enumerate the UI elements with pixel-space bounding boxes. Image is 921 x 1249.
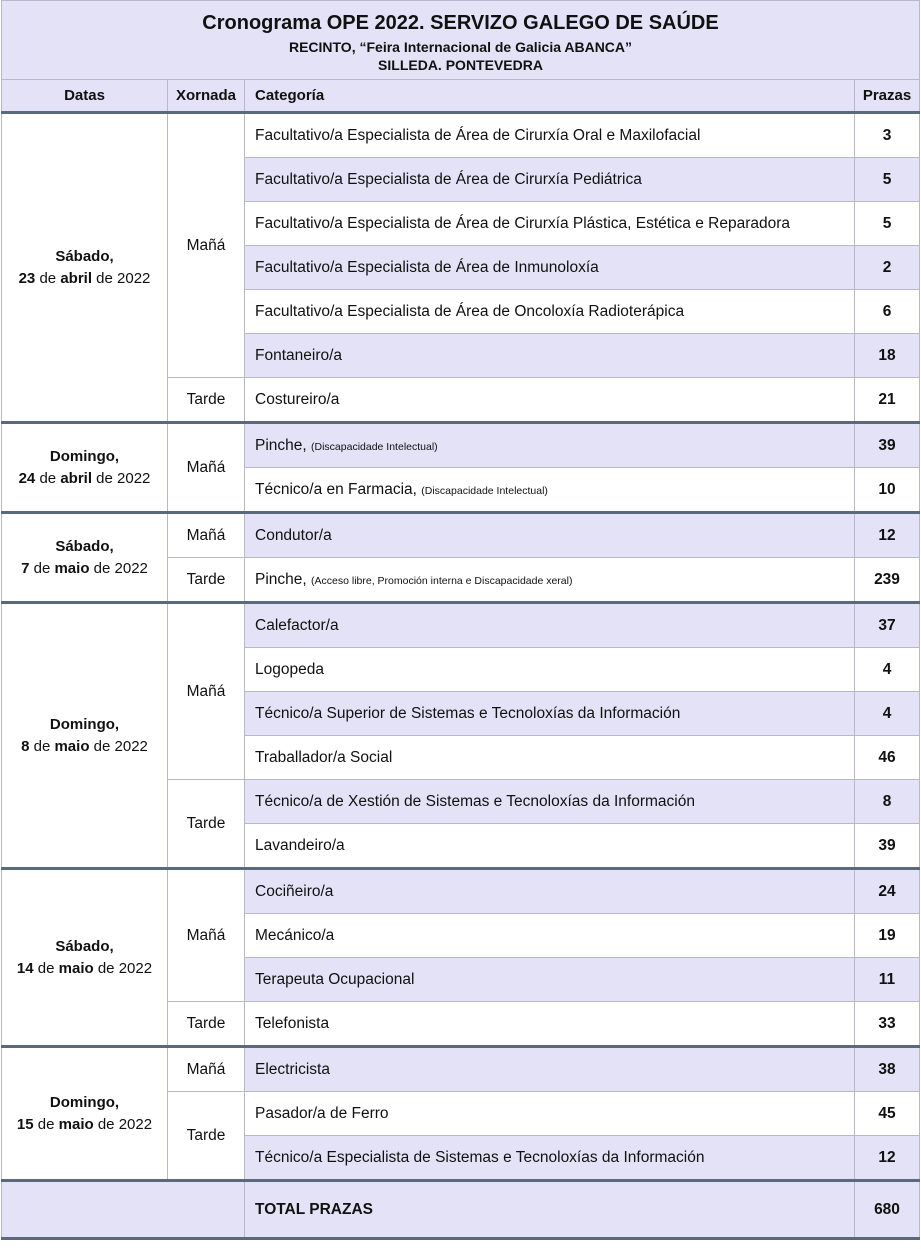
table-row	[2, 869, 920, 914]
day-number: 8	[21, 737, 30, 755]
date-connector: de	[96, 269, 113, 287]
date-connector: de	[33, 559, 51, 577]
date-cell	[2, 869, 168, 1047]
shift-cell: Mañá	[168, 869, 245, 1002]
category-cell	[245, 1047, 855, 1092]
category-cell	[245, 558, 855, 603]
category-name: Facultativo/a Especialista de Área de Cirurxía Oral e Maxilofacial	[255, 126, 701, 144]
category-name: Técnico/a de Xestión de Sistemas e Tecnoloxías da Información	[255, 792, 695, 810]
seats-cell: 12	[855, 513, 920, 558]
date-connector: de	[93, 737, 111, 755]
category-cell	[245, 736, 855, 780]
column-header-shift: Xornada	[168, 80, 245, 113]
shift-cell: Mañá	[168, 1047, 245, 1092]
shift-cell: Tarde	[168, 558, 245, 603]
month: maio	[54, 559, 90, 577]
total-spacer	[2, 1181, 245, 1239]
document-title: Cronograma OPE 2022. SERVIZO GALEGO DE SAÚDE	[2, 1, 920, 38]
seats-cell: 3	[855, 113, 920, 158]
venue-subtitle: RECINTO, “Feira Internacional de Galicia ABANCA”	[2, 37, 920, 57]
year: 2022	[118, 959, 153, 977]
category-cell	[245, 1136, 855, 1181]
seats-cell: 46	[855, 736, 920, 780]
category-cell	[245, 648, 855, 692]
shift-cell: Tarde	[168, 378, 245, 423]
category-name: Técnico/a Especialista de Sistemas e Tecnoloxías da Información	[255, 1148, 705, 1166]
month: maio	[58, 1115, 94, 1133]
column-header-row	[2, 80, 920, 113]
date-connector: de	[39, 469, 57, 487]
weekday: Domingo,	[49, 447, 120, 465]
category-name: Mecánico/a	[255, 926, 335, 944]
date-connector: de	[93, 559, 111, 577]
table-row	[2, 513, 920, 558]
seats-cell: 5	[855, 158, 920, 202]
category-name: Facultativo/a Especialista de Área de Cirurxía Pediátrica	[255, 170, 642, 188]
shift-cell: Mañá	[168, 113, 245, 378]
category-cell	[245, 378, 855, 423]
category-name: Cociñeiro/a	[255, 882, 334, 900]
shift-cell: Mañá	[168, 603, 245, 780]
seats-cell: 33	[855, 1002, 920, 1047]
shift-cell: Tarde	[168, 1002, 245, 1047]
date-connector: de	[33, 737, 51, 755]
category-cell	[245, 692, 855, 736]
seats-cell: 18	[855, 334, 920, 378]
seats-cell: 19	[855, 914, 920, 958]
category-name: Facultativo/a Especialista de Área de Inmunoloxía	[255, 258, 599, 276]
month: abril	[60, 469, 92, 487]
category-name: Facultativo/a Especialista de Área de Oncoloxía Radioterápica	[255, 302, 685, 320]
weekday: Sábado,	[55, 937, 114, 955]
category-name: Traballador/a Social	[255, 748, 393, 766]
date-connector: de	[97, 1115, 115, 1133]
category-cell	[245, 468, 855, 513]
column-header-date: Datas	[2, 80, 168, 113]
seats-cell: 5	[855, 202, 920, 246]
category-cell	[245, 113, 855, 158]
column-header-seats: Prazas	[855, 80, 920, 113]
year: 2022	[114, 559, 148, 577]
day-number: 14	[16, 959, 34, 977]
shift-cell: Mañá	[168, 423, 245, 513]
category-name: Lavandeiro/a	[255, 836, 345, 854]
table-row	[2, 603, 920, 648]
seats-cell: 45	[855, 1092, 920, 1136]
date-connector: de	[96, 469, 113, 487]
category-cell	[245, 914, 855, 958]
category-name: Terapeuta Ocupacional	[255, 970, 415, 988]
table-row	[2, 1047, 920, 1092]
category-cell	[245, 246, 855, 290]
category-name: Técnico/a en Farmacia,	[255, 480, 422, 498]
category-cell	[245, 1092, 855, 1136]
category-cell	[245, 958, 855, 1002]
date-cell	[2, 113, 168, 423]
category-cell	[245, 334, 855, 378]
total-row	[2, 1181, 920, 1239]
category-name: Pinche,	[255, 436, 312, 454]
year: 2022	[117, 469, 151, 487]
seats-cell: 10	[855, 468, 920, 513]
total-label: TOTAL PRAZAS	[245, 1181, 855, 1239]
date-connector: de	[37, 959, 55, 977]
seats-cell: 8	[855, 780, 920, 824]
seats-cell: 11	[855, 958, 920, 1002]
year: 2022	[118, 1115, 153, 1133]
seats-cell: 38	[855, 1047, 920, 1092]
category-name: Condutor/a	[255, 526, 332, 544]
weekday: Sábado,	[55, 537, 114, 555]
year: 2022	[117, 269, 151, 287]
category-cell	[245, 824, 855, 869]
category-cell	[245, 1002, 855, 1047]
shift-cell: Mañá	[168, 513, 245, 558]
day-number: 23	[18, 269, 36, 287]
category-cell	[245, 423, 855, 468]
category-name: Electricista	[255, 1060, 330, 1078]
category-name: Pasador/a de Ferro	[255, 1104, 389, 1122]
weekday: Domingo,	[49, 1093, 120, 1111]
seats-cell: 39	[855, 824, 920, 869]
schedule-table	[1, 0, 920, 1240]
date-connector: de	[97, 959, 115, 977]
category-name: Facultativo/a Especialista de Área de Cirurxía Plástica, Estética e Reparadora	[255, 214, 791, 232]
month: maio	[54, 737, 90, 755]
weekday: Domingo,	[49, 715, 120, 733]
category-cell	[245, 869, 855, 914]
table-row	[2, 423, 920, 468]
seats-cell: 4	[855, 692, 920, 736]
category-name: Logopeda	[255, 660, 324, 678]
seats-cell: 39	[855, 423, 920, 468]
category-name: Costureiro/a	[255, 390, 340, 408]
category-name: Fontaneiro/a	[255, 346, 343, 364]
category-cell	[245, 202, 855, 246]
day-number: 15	[16, 1115, 34, 1133]
month: maio	[58, 959, 94, 977]
seats-cell: 239	[855, 558, 920, 603]
place-subtitle: SILLEDA. PONTEVEDRA	[2, 57, 920, 80]
day-number: 24	[18, 469, 36, 487]
seats-cell: 4	[855, 648, 920, 692]
date-cell	[2, 1047, 168, 1181]
date-cell	[2, 603, 168, 869]
category-name: Técnico/a Superior de Sistemas e Tecnoloxías da Información	[255, 704, 681, 722]
category-cell	[245, 513, 855, 558]
date-cell	[2, 513, 168, 603]
shift-cell: Tarde	[168, 780, 245, 869]
seats-cell: 24	[855, 869, 920, 914]
seats-cell: 2	[855, 246, 920, 290]
category-cell	[245, 603, 855, 648]
category-note: (Discapacidade Intelectual)	[421, 484, 548, 497]
date-cell	[2, 423, 168, 513]
seats-cell: 37	[855, 603, 920, 648]
date-connector: de	[39, 269, 57, 287]
date-connector: de	[37, 1115, 55, 1133]
category-cell	[245, 780, 855, 824]
category-note: (Discapacidade Intelectual)	[311, 440, 438, 453]
category-name: Telefonista	[255, 1014, 330, 1032]
shift-cell: Tarde	[168, 1092, 245, 1181]
day-number: 7	[21, 559, 30, 577]
table-row	[2, 113, 920, 158]
category-cell	[245, 158, 855, 202]
weekday: Sábado,	[55, 247, 114, 265]
category-note: (Acceso libre, Promoción interna e Discapacidade xeral)	[311, 574, 573, 587]
seats-cell: 12	[855, 1136, 920, 1181]
category-name: Calefactor/a	[255, 616, 339, 634]
seats-cell: 21	[855, 378, 920, 423]
column-header-category: Categoría	[245, 80, 855, 113]
category-cell	[245, 290, 855, 334]
month: abril	[60, 269, 92, 287]
year: 2022	[114, 737, 148, 755]
category-name: Pinche,	[255, 570, 312, 588]
seats-cell: 6	[855, 290, 920, 334]
total-seats: 680	[855, 1181, 920, 1239]
